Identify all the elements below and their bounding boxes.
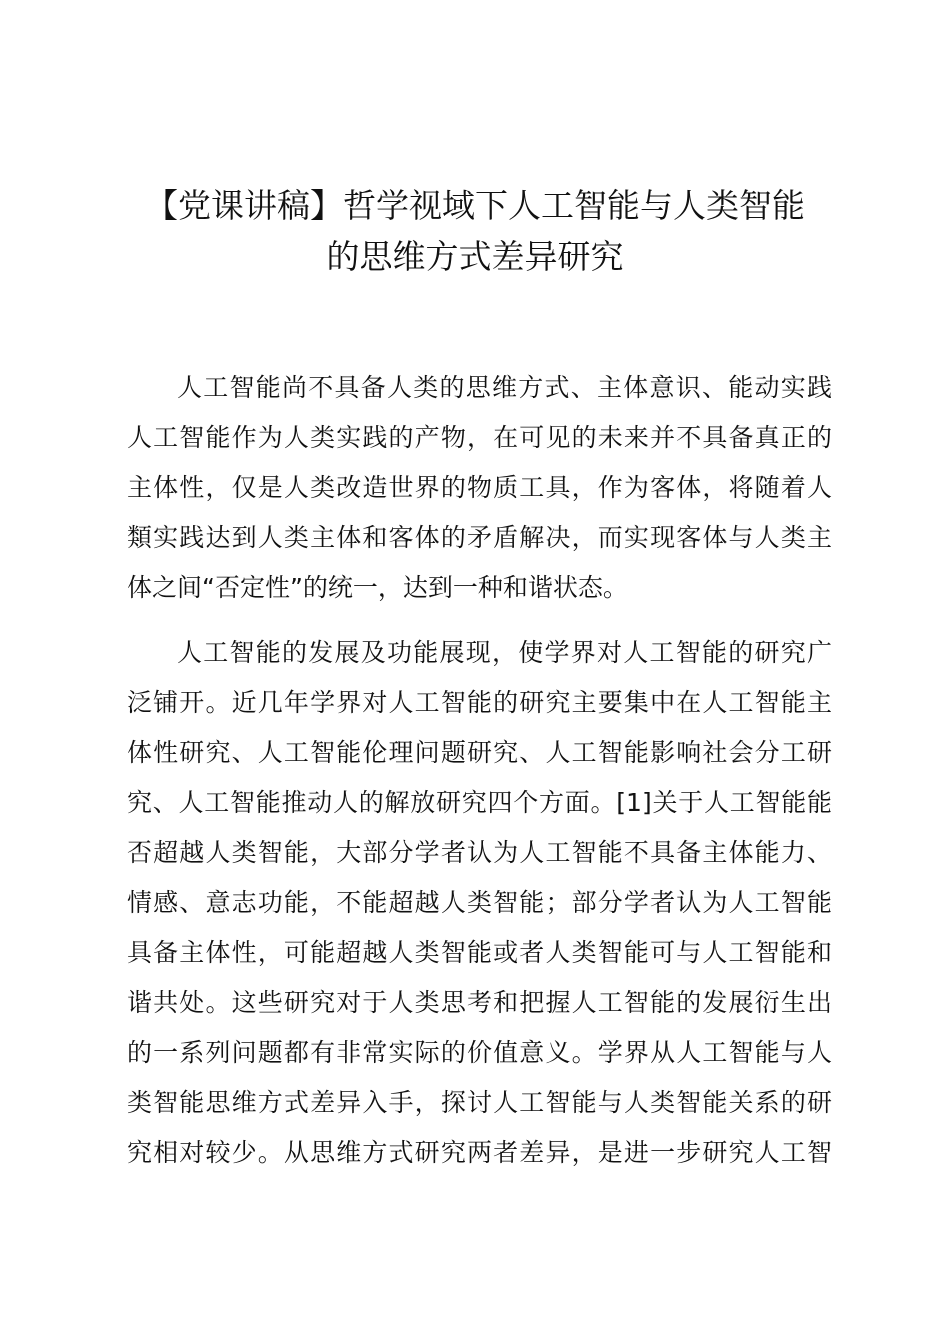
paragraph-line: 体之间“否定性”的统一，达到一种和谐状态。 — [127, 573, 628, 602]
paragraph-line: 類实践达到人类主体和客体的矛盾解决，而实现客体与人类主 — [127, 523, 832, 552]
title-line: 的思维方式差异研究 — [326, 237, 624, 276]
body-paragraph — [127, 628, 832, 1178]
paragraph-line: 人工智能作为人类实践的产物，在可见的未来并不具备真正的 — [127, 423, 832, 452]
paragraph-line: 情感、意志功能，不能超越人类智能；部分学者认为人工智能 — [127, 888, 832, 917]
paragraph-line: 类智能思维方式差异入手，探讨人工智能与人类智能关系的研 — [127, 1088, 832, 1117]
paragraph-line: 否超越人类智能，大部分学者认为人工智能不具备主体能力、 — [127, 838, 832, 867]
document-title — [100, 180, 850, 282]
title-line: 【党课讲稿】哲学视域下人工智能与人类智能 — [145, 186, 805, 225]
body-paragraph — [127, 363, 832, 613]
paragraph-line: 究、人工智能推动人的解放研究四个方面。[1]关于人工智能能 — [127, 788, 832, 817]
paragraph-line: 究相对较少。从思维方式研究两者差异，是进一步研究人工智 — [127, 1138, 832, 1167]
paragraph-line: 具备主体性，可能超越人类智能或者人类智能可与人工智能和 — [127, 938, 832, 967]
paragraph-line: 的一系列问题都有非常实际的价值意义。学界从人工智能与人 — [127, 1038, 832, 1067]
paragraph-line: 人工智能尚不具备人类的思维方式、主体意识、能动实践 — [177, 373, 832, 402]
paragraph-line: 人工智能的发展及功能展现，使学界对人工智能的研究广 — [177, 638, 832, 667]
paragraph-line: 泛铺开。近几年学界对人工智能的研究主要集中在人工智能主 — [127, 688, 832, 717]
paragraph-line: 主体性，仅是人类改造世界的物质工具，作为客体，将随着人 — [127, 473, 832, 502]
paragraph-line: 体性研究、人工智能伦理问题研究、人工智能影响社会分工研 — [127, 738, 832, 767]
paragraph-line: 谐共处。这些研究对于人类思考和把握人工智能的发展衍生出 — [127, 988, 832, 1017]
